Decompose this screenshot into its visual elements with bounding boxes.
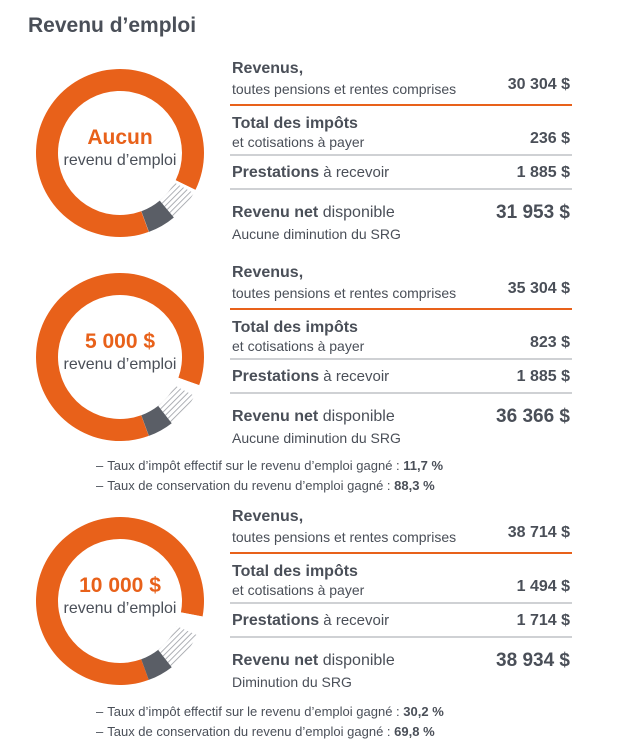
income-table (230, 506, 572, 690)
prestations-value: 1 885 $ (516, 164, 570, 181)
row-prestations (230, 364, 572, 394)
donut-sub-label: revenu d’emploi (63, 356, 177, 373)
impots-sublabel: et cotisations à payer (232, 338, 365, 354)
row-prestations (230, 160, 572, 190)
row-net (230, 398, 572, 446)
revenus-label: Revenus, (232, 60, 304, 77)
prestations-label: Prestations à recevoir (232, 164, 390, 181)
donut-label (40, 574, 200, 620)
prestations-label: Prestations à recevoir (232, 368, 390, 385)
net-label: Revenu net disponible (232, 204, 395, 221)
row-impots (230, 112, 572, 156)
impots-value: 823 $ (529, 334, 570, 351)
impots-sublabel: et cotisations à payer (232, 134, 365, 150)
prestations-value: 1 885 $ (516, 368, 570, 385)
note-tax-rate: – Taux d’impôt effectif sur le revenu d’emploi gagné : 30,2 % (96, 704, 444, 719)
donut-sub-label: revenu d’emploi (63, 152, 177, 169)
net-label: Revenu net disponible (232, 652, 395, 669)
row-net (230, 194, 572, 242)
row-revenus (230, 58, 572, 106)
impots-value: 236 $ (529, 130, 570, 147)
row-revenus (230, 262, 572, 310)
note-retention-rate: – Taux de conservation du revenu d’emploi gagné : 88,3 % (96, 478, 435, 493)
row-impots (230, 560, 572, 604)
row-impots (230, 316, 572, 360)
donut-main-label: Aucun (87, 126, 153, 149)
note-tax-rate: – Taux d’impôt effectif sur le revenu d’emploi gagné : 11,7 % (96, 458, 444, 473)
note-retention-rate: – Taux de conservation du revenu d’emploi gagné : 69,8 % (96, 724, 435, 739)
donut-label (40, 126, 200, 172)
impots-value: 1 494 $ (516, 578, 570, 595)
page-title: Revenu d’emploi (28, 14, 197, 37)
donut-main-label: 5 000 $ (84, 330, 156, 353)
row-net (230, 642, 572, 690)
revenus-label: Revenus, (232, 264, 304, 281)
donut-label (40, 330, 200, 376)
impots-sublabel: et cotisations à payer (232, 582, 365, 598)
srg-note: Diminution du SRG (232, 674, 352, 690)
revenus-label: Revenus, (232, 508, 304, 525)
revenus-value: 30 304 $ (507, 76, 570, 93)
income-table (230, 262, 572, 446)
srg-note: Aucune diminution du SRG (232, 430, 401, 446)
row-prestations (230, 608, 572, 638)
scenario-10000 (0, 506, 631, 696)
impots-label: Total des impôts (232, 319, 358, 336)
prestations-label: Prestations à recevoir (232, 612, 390, 629)
revenus-sublabel: toutes pensions et rentes comprises (232, 285, 457, 301)
revenus-value: 35 304 $ (507, 280, 570, 297)
row-revenus (230, 506, 572, 554)
net-value: 38 934 $ (496, 650, 570, 671)
impots-label: Total des impôts (232, 115, 358, 132)
notes-5000 (96, 456, 443, 496)
srg-note: Aucune diminution du SRG (232, 226, 401, 242)
scenario-no-employment (0, 58, 631, 248)
revenus-sublabel: toutes pensions et rentes comprises (232, 529, 457, 545)
donut-sub-label: revenu d’emploi (63, 600, 177, 617)
net-value: 31 953 $ (496, 202, 570, 223)
prestations-value: 1 714 $ (516, 612, 570, 629)
notes-10000 (96, 702, 444, 742)
income-table (230, 58, 572, 242)
impots-label: Total des impôts (232, 563, 358, 580)
revenus-value: 38 714 $ (507, 524, 570, 541)
net-value: 36 366 $ (496, 406, 570, 427)
net-label: Revenu net disponible (232, 408, 395, 425)
scenario-5000 (0, 262, 631, 452)
revenus-sublabel: toutes pensions et rentes comprises (232, 81, 457, 97)
donut-main-label: 10 000 $ (79, 574, 161, 597)
